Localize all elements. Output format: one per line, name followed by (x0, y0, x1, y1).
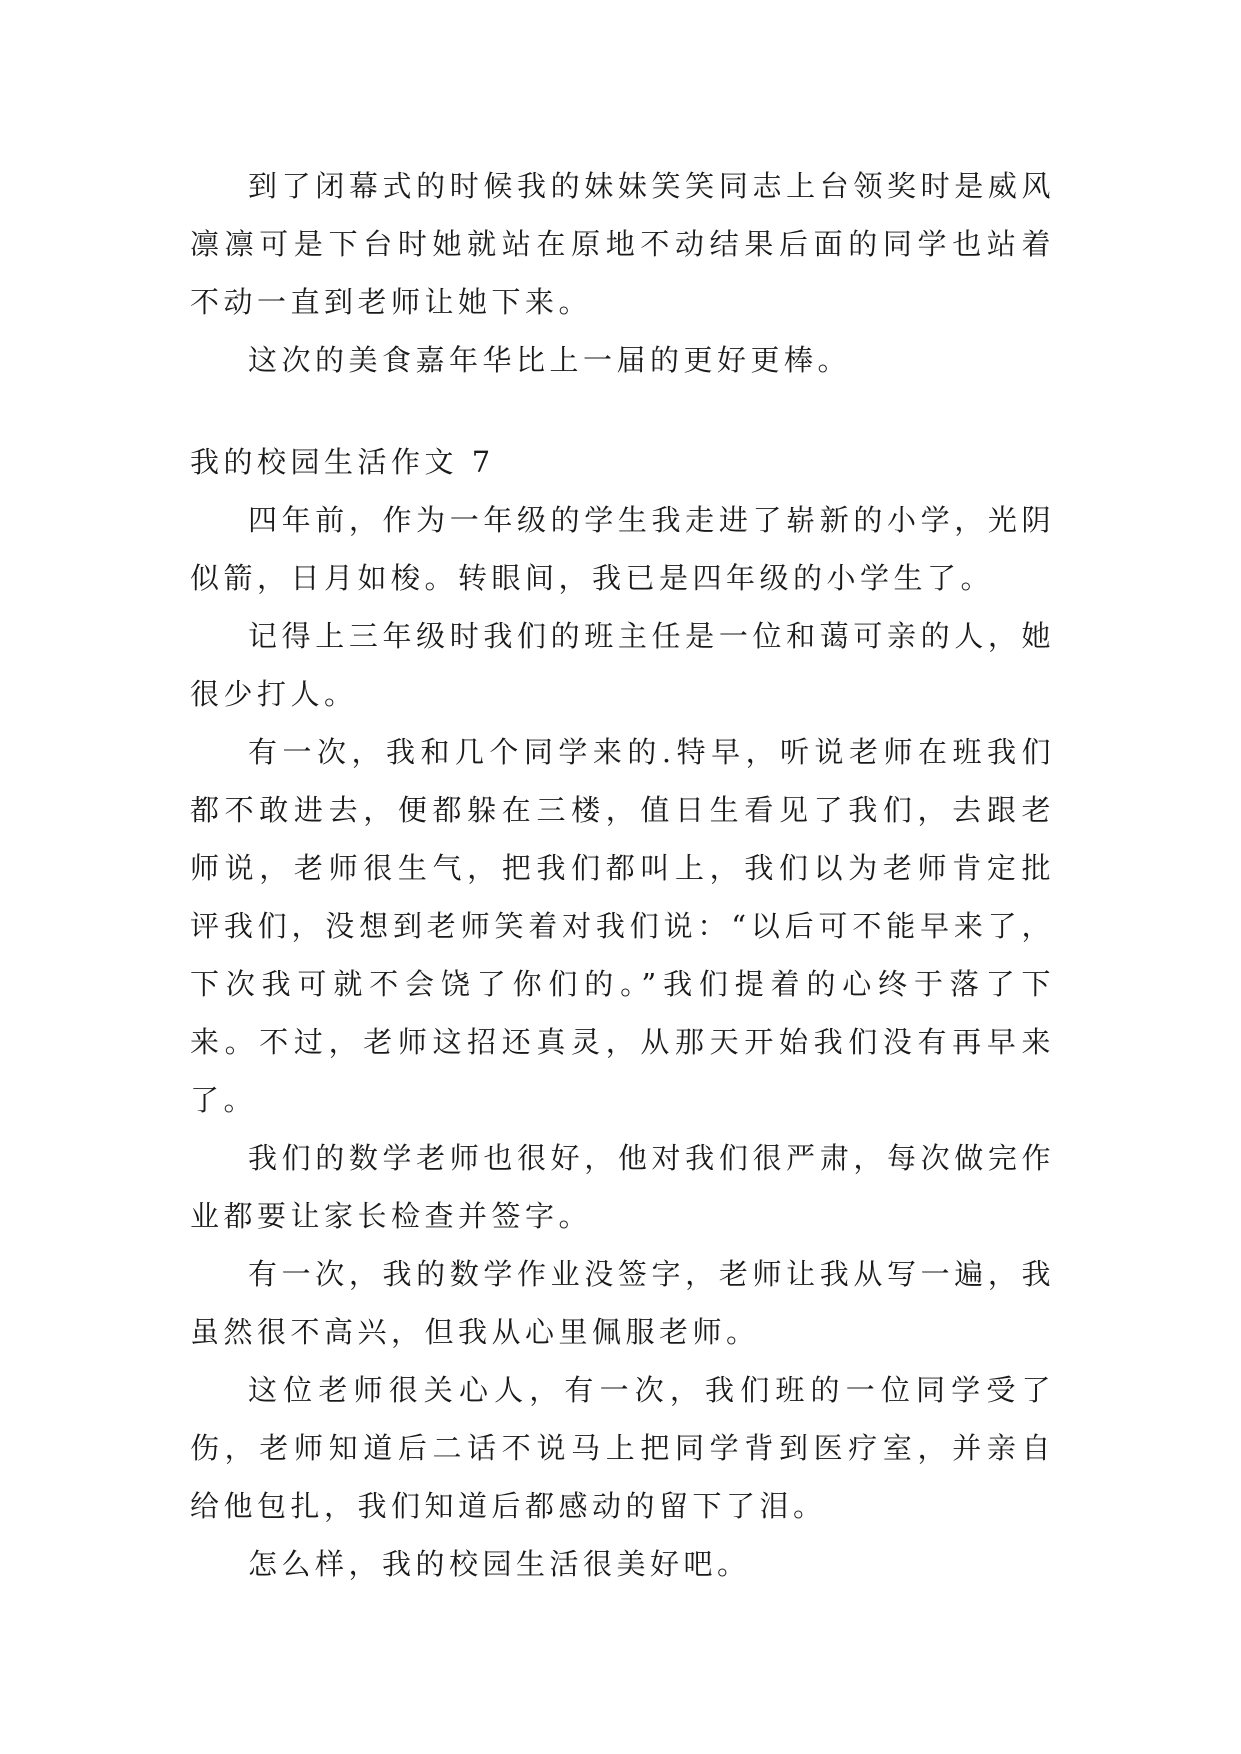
document-body (190, 157, 1055, 1593)
paragraph: 这位老师很关心人，有一次，我们班的一位同学受了伤，老师知道后二话不说马上把同学背到医疗室，并亲自给他包扎，我们知道后都感动的留下了泪。 (190, 1373, 1055, 1523)
paragraph: 四年前，作为一年级的学生我走进了崭新的小学，光阴似箭，日月如梭。转眼间，我已是四年级的小学生了。 (190, 503, 1055, 595)
paragraph: 记得上三年级时我们的班主任是一位和蔼可亲的人，她很少打人。 (190, 619, 1055, 711)
paragraph: 怎么样，我的校园生活很美好吧。 (248, 1547, 751, 1581)
section-title: 我的校园生活作文 7 (190, 445, 495, 479)
paragraph: 这次的美食嘉年华比上一届的更好更棒。 (248, 343, 852, 377)
paragraph: 有一次，我的数学作业没签字，老师让我从写一遍，我虽然很不高兴，但我从心里佩服老师。 (190, 1257, 1055, 1349)
paragraph: 我们的数学老师也很好，他对我们很严肃，每次做完作业都要让家长检查并签字。 (190, 1141, 1055, 1233)
paragraph: 有一次，我和几个同学来的.特早，听说老师在班我们都不敢进去，便都躲在三楼，值日生看见了我们，去跟老师说，老师很生气，把我们都叫上，我们以为老师肯定批评我们，没想到老师笑着对我们说：“以后可不能早来了，下次我可就不会饶了你们的。”我们提着的心终于落了下来。不过，老师这招还真灵，从那天开始我们没有再早来了。 (190, 735, 1055, 1117)
paragraph: 到了闭幕式的时候我的妹妹笑笑同志上台领奖时是威风凛凛可是下台时她就站在原地不动结果后面的同学也站着不动一直到老师让她下来。 (190, 169, 1055, 319)
